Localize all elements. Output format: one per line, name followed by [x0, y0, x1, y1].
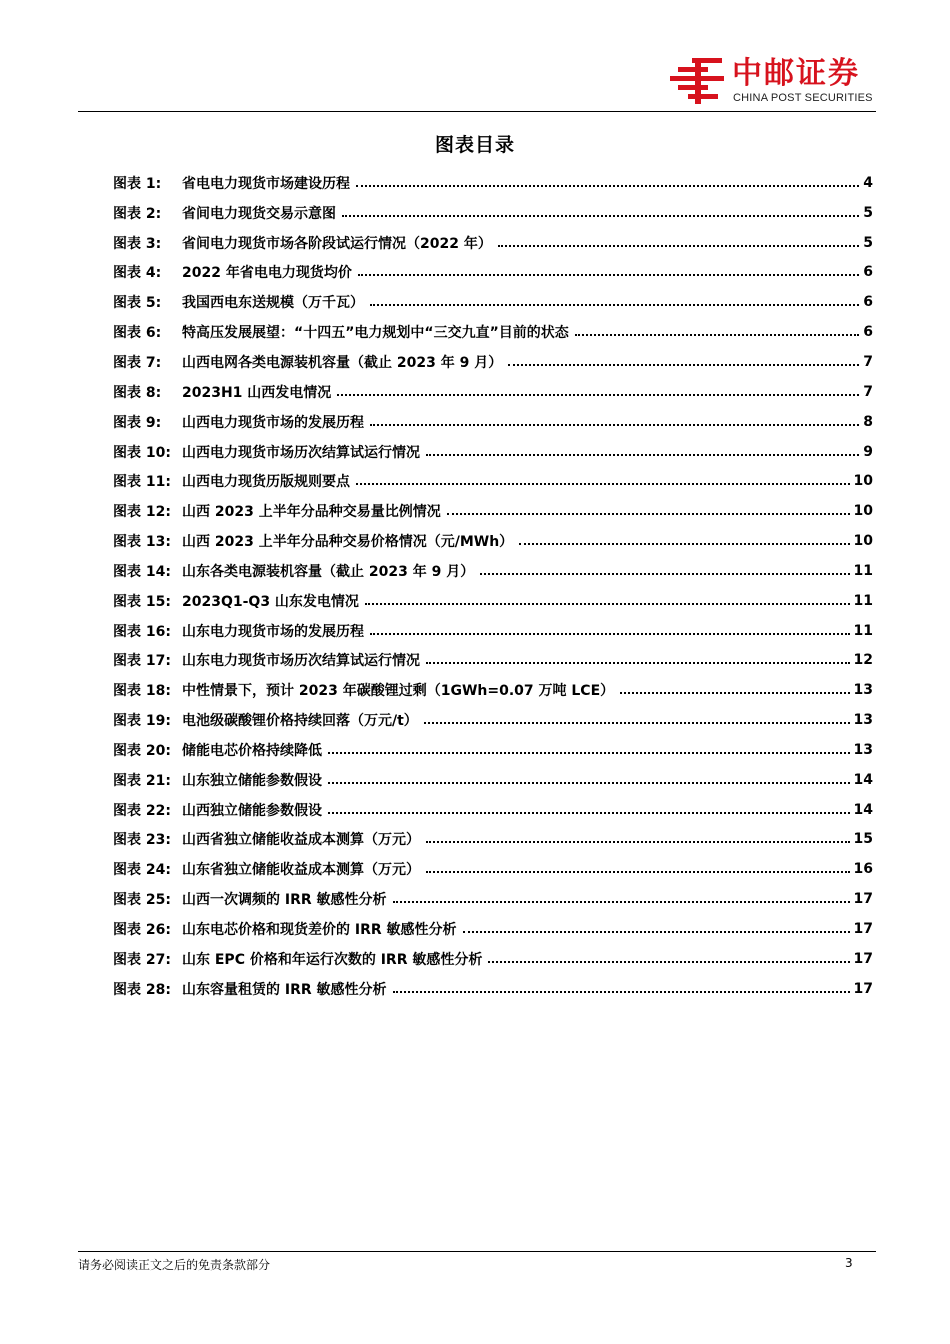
toc-entry-label: 图表 26:	[113, 922, 171, 939]
toc-entry-page: 9	[863, 443, 873, 460]
toc-entry-page: 16	[853, 861, 873, 878]
toc-dot-leader	[358, 274, 859, 276]
toc-entry-page: 11	[853, 592, 873, 609]
toc-entry-label: 图表 3:	[113, 235, 162, 252]
toc-entry-title: 山东 EPC 价格和年运行次数的 IRR 敏感性分析	[182, 951, 483, 968]
toc-entry[interactable]	[113, 258, 873, 288]
toc-dot-leader	[342, 215, 859, 217]
toc-entry-label: 图表 19:	[113, 713, 171, 730]
toc-entry-title: 山西电力现货市场的发展历程	[182, 414, 364, 431]
toc-entry-title: 山东容量租赁的 IRR 敏感性分析	[182, 981, 387, 998]
toc-dot-leader	[393, 991, 850, 993]
toc-entry-label: 图表 14:	[113, 563, 171, 580]
page-title: 图表目录	[434, 134, 515, 156]
toc-dot-leader	[356, 483, 850, 485]
toc-entry-title: 省间电力现货市场各阶段试运行情况（2022 年）	[182, 235, 492, 252]
toc-entry[interactable]	[113, 914, 873, 944]
toc-entry-label: 图表 4:	[113, 265, 162, 282]
toc-entry-label: 图表 28:	[113, 981, 171, 998]
toc-entry-title: 山西电力现货市场历次结算试运行情况	[182, 444, 420, 461]
toc-entry-label: 图表 10:	[113, 444, 171, 461]
toc-entry-page: 17	[853, 921, 873, 938]
toc-dot-leader	[328, 812, 850, 814]
toc-dot-leader	[426, 454, 859, 456]
table-of-figures	[113, 168, 873, 1004]
toc-entry[interactable]	[113, 228, 873, 258]
toc-entry-label: 图表 25:	[113, 892, 171, 909]
toc-entry-page: 5	[863, 204, 873, 221]
toc-entry[interactable]	[113, 675, 873, 705]
toc-entry-page: 6	[863, 264, 873, 281]
toc-entry-page: 10	[853, 533, 873, 550]
toc-entry-page: 17	[853, 891, 873, 908]
toc-entry[interactable]	[113, 466, 873, 496]
toc-entry-title: 山西 2023 上半年分品种交易量比例情况	[182, 504, 441, 521]
toc-entry[interactable]	[113, 496, 873, 526]
toc-entry[interactable]	[113, 616, 873, 646]
toc-entry-page: 10	[853, 473, 873, 490]
toc-entry[interactable]	[113, 974, 873, 1004]
brand-name-cn: 中邮证券	[732, 56, 860, 91]
toc-entry-label: 图表 11:	[113, 474, 171, 491]
toc-entry[interactable]	[113, 735, 873, 765]
toc-entry-page: 7	[863, 383, 873, 400]
toc-dot-leader	[620, 692, 849, 694]
toc-entry-label: 图表 5:	[113, 295, 162, 312]
toc-entry[interactable]	[113, 347, 873, 377]
toc-entry-label: 图表 12:	[113, 504, 171, 521]
toc-entry-title: 特高压发展展望：“十四五”电力规划中“三交九直”目前的状态	[182, 325, 569, 342]
toc-entry-title: 山西 2023 上半年分品种交易价格情况（元/MWh）	[182, 534, 514, 551]
toc-entry-title: 2023Q1-Q3 山东发电情况	[182, 593, 359, 610]
toc-entry-page: 13	[853, 682, 873, 699]
toc-entry[interactable]	[113, 377, 873, 407]
toc-entry-title: 山东各类电源装机容量（截止 2023 年 9 月）	[182, 563, 475, 580]
toc-dot-leader	[356, 185, 859, 187]
china-post-logo-icon	[668, 56, 726, 106]
toc-entry[interactable]	[113, 705, 873, 735]
toc-entry[interactable]	[113, 944, 873, 974]
toc-entry-label: 图表 21:	[113, 772, 171, 789]
toc-entry-page: 12	[853, 652, 873, 669]
toc-dot-leader	[498, 245, 859, 247]
toc-entry-page: 8	[863, 413, 873, 430]
toc-entry-title: 山东电力现货市场历次结算试运行情况	[182, 653, 420, 670]
toc-entry-page: 14	[853, 801, 873, 818]
toc-entry-page: 17	[853, 980, 873, 997]
toc-entry-title: 2022 年省电电力现货均价	[182, 265, 352, 282]
toc-entry-page: 6	[863, 294, 873, 311]
toc-entry[interactable]	[113, 407, 873, 437]
toc-entry-label: 图表 15:	[113, 593, 171, 610]
toc-entry[interactable]	[113, 825, 873, 855]
toc-entry-label: 图表 2:	[113, 205, 162, 222]
toc-entry[interactable]	[113, 437, 873, 467]
toc-entry-label: 图表 20:	[113, 742, 171, 759]
toc-dot-leader	[337, 394, 859, 396]
toc-entry-title: 山西省独立储能收益成本测算（万元）	[182, 832, 420, 849]
toc-entry-label: 图表 13:	[113, 534, 171, 551]
toc-entry-label: 图表 22:	[113, 802, 171, 819]
toc-entry[interactable]	[113, 556, 873, 586]
toc-entry-label: 图表 1:	[113, 175, 162, 192]
page-number: 3	[845, 1256, 853, 1270]
toc-entry-label: 图表 16:	[113, 623, 171, 640]
toc-entry-page: 15	[853, 831, 873, 848]
toc-entry-page: 6	[863, 324, 873, 341]
toc-dot-leader	[328, 782, 850, 784]
toc-dot-leader	[508, 364, 859, 366]
toc-dot-leader	[424, 722, 850, 724]
toc-entry-title: 省间电力现货交易示意图	[182, 205, 336, 222]
toc-entry[interactable]	[113, 526, 873, 556]
toc-dot-leader	[365, 603, 850, 605]
toc-entry-page: 11	[853, 562, 873, 579]
toc-entry-title: 中性情景下，预计 2023 年碳酸锂过剩（1GWh=0.07 万吨 LCE）	[182, 683, 615, 700]
toc-dot-leader	[426, 871, 850, 873]
toc-dot-leader	[426, 662, 850, 664]
footer-rule	[78, 1251, 876, 1252]
toc-entry[interactable]	[113, 854, 873, 884]
toc-entry-title: 山西电力现货历版规则要点	[182, 474, 350, 491]
toc-entry-page: 14	[853, 771, 873, 788]
toc-entry-title: 电池级碳酸锂价格持续回落（万元/t）	[182, 713, 418, 730]
toc-entry-label: 图表 17:	[113, 653, 171, 670]
toc-entry-title: 山西一次调频的 IRR 敏感性分析	[182, 892, 387, 909]
toc-entry-label: 图表 6:	[113, 325, 162, 342]
toc-dot-leader	[328, 752, 850, 754]
toc-entry-label: 图表 18:	[113, 683, 171, 700]
toc-entry-title: 山东省独立储能收益成本测算（万元）	[182, 862, 420, 879]
toc-entry-title: 山东独立储能参数假设	[182, 772, 322, 789]
toc-entry-title: 省电电力现货市场建设历程	[182, 175, 350, 192]
toc-entry[interactable]	[113, 765, 873, 795]
toc-entry[interactable]	[113, 317, 873, 347]
brand-logo	[668, 56, 878, 112]
toc-entry-title: 山东电芯价格和现货差价的 IRR 敏感性分析	[182, 922, 457, 939]
toc-dot-leader	[370, 304, 859, 306]
toc-entry[interactable]	[113, 884, 873, 914]
toc-dot-leader	[575, 334, 859, 336]
toc-entry-label: 图表 27:	[113, 951, 171, 968]
toc-entry-label: 图表 24:	[113, 862, 171, 879]
toc-entry-page: 17	[853, 950, 873, 967]
toc-entry-label: 图表 7:	[113, 354, 162, 371]
toc-entry[interactable]	[113, 168, 873, 198]
toc-dot-leader	[426, 841, 850, 843]
toc-dot-leader	[370, 424, 859, 426]
toc-entry[interactable]	[113, 646, 873, 676]
toc-entry[interactable]	[113, 795, 873, 825]
toc-entry-page: 13	[853, 741, 873, 758]
toc-entry[interactable]	[113, 198, 873, 228]
toc-entry-page: 11	[853, 622, 873, 639]
toc-dot-leader	[480, 573, 849, 575]
toc-dot-leader	[519, 543, 849, 545]
toc-entry[interactable]	[113, 287, 873, 317]
brand-name-en: CHINA POST SECURITIES	[733, 92, 873, 104]
toc-dot-leader	[370, 633, 850, 635]
toc-entry-label: 图表 9:	[113, 414, 162, 431]
toc-entry-page: 13	[853, 712, 873, 729]
toc-entry-page: 10	[853, 503, 873, 520]
toc-entry-title: 储能电芯价格持续降低	[182, 742, 322, 759]
header-rule	[78, 111, 876, 112]
toc-dot-leader	[393, 901, 850, 903]
toc-dot-leader	[463, 931, 850, 933]
toc-entry-page: 4	[863, 174, 873, 191]
toc-entry-title: 山西电网各类电源装机容量（截止 2023 年 9 月）	[182, 354, 503, 371]
toc-entry-label: 图表 23:	[113, 832, 171, 849]
toc-entry-page: 7	[863, 353, 873, 370]
toc-entry-title: 山东电力现货市场的发展历程	[182, 623, 364, 640]
toc-dot-leader	[447, 513, 850, 515]
toc-entry[interactable]	[113, 586, 873, 616]
toc-entry-title: 山西独立储能参数假设	[182, 802, 322, 819]
toc-dot-leader	[488, 961, 849, 963]
toc-entry-page: 5	[863, 234, 873, 251]
toc-entry-label: 图表 8:	[113, 384, 162, 401]
footer-disclaimer: 请务必阅读正文之后的免责条款部分	[78, 1258, 271, 1272]
toc-entry-title: 2023H1 山西发电情况	[182, 384, 332, 401]
toc-entry-title: 我国西电东送规模（万千瓦）	[182, 295, 364, 312]
